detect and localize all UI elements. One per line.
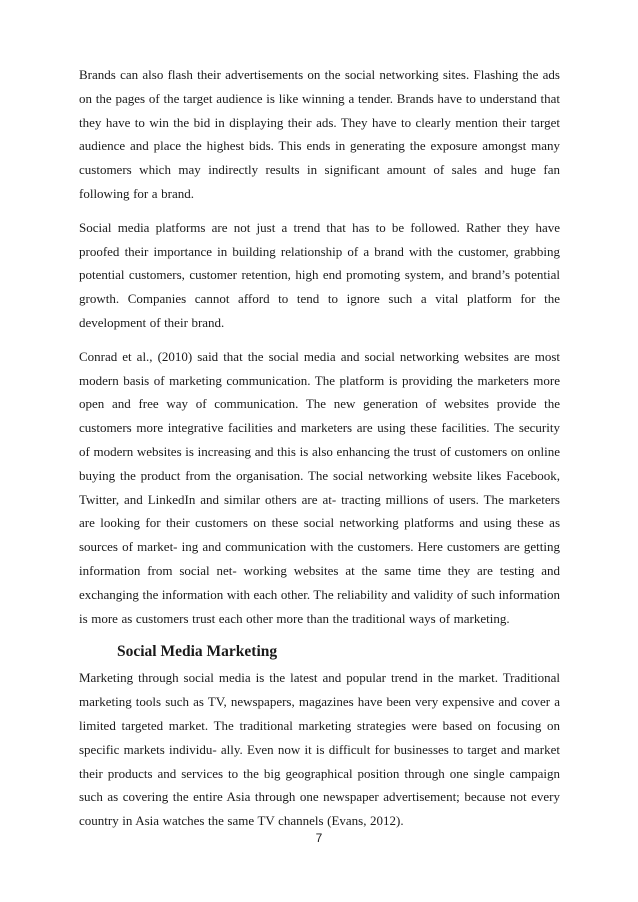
section-heading: Social Media Marketing [117, 643, 278, 661]
paragraph-social-platforms: Social media platforms are not just a trend that has to be followed. Rather they have proofed their importance in building relationship of a brand with the customer, grabbing potential customers, customer retention, high end promoting system, and brand’s potential growth. Companies cannot afford to tend to ignore such a vital platform for the development of their brand. [79, 219, 560, 330]
paragraph-conrad-citation: Conrad et al., (2010) said that the social media and social networking websites are most modern basis of marketing communication. The platform is providing the marketers more open and free way of communication. The new generation of websites provide the customers more integrative facilities and marketers are using these facilities. The security of modern websites is increasing and this is also enhancing the trust of customers on online buying the product from the organisation. The social networking website likes Facebook, Twitter, and LinkedIn and similar others are at- tracting millions of users. The marketers are looking for their customers on these social networking platforms and using these as sources of market- ing and communication with the customers. Here customers are getting information from social net- working websites at the same time they are testing and exchanging the information with each other. The reliability and validity of such information is more as customers trust each other more than the traditional ways of marketing. [79, 348, 560, 626]
page-body [79, 63, 560, 843]
paragraph-social-media-marketing: Marketing through social media is the latest and popular trend in the market. Traditional marketing tools such as TV, newspapers, magazines have been very expensive and cover a limited targeted market. The traditional marketing strategies were based on focusing on specific markets individu- ally. Even now it is difficult for businesses to target and market their products and services to the big geographical position through one single campaign such as covering the entire Asia through one newspaper advertisement; because not every country in Asia watches the same TV channels (Evans, 2012). [79, 670, 560, 829]
paragraph-brand-ads: Brands can also flash their advertisements on the social networking sites. Flashing the ads on the pages of the target audience is like winning a tender. Brands have to understand that they have to win the bid in displaying their ads. They have to clearly mention their target audience and place the highest bids. This ends in generating the exposure amongst many customers which may indirectly results in significant amount of sales and huge fan following for a brand. [79, 67, 560, 201]
page-number: 7 [315, 831, 323, 845]
